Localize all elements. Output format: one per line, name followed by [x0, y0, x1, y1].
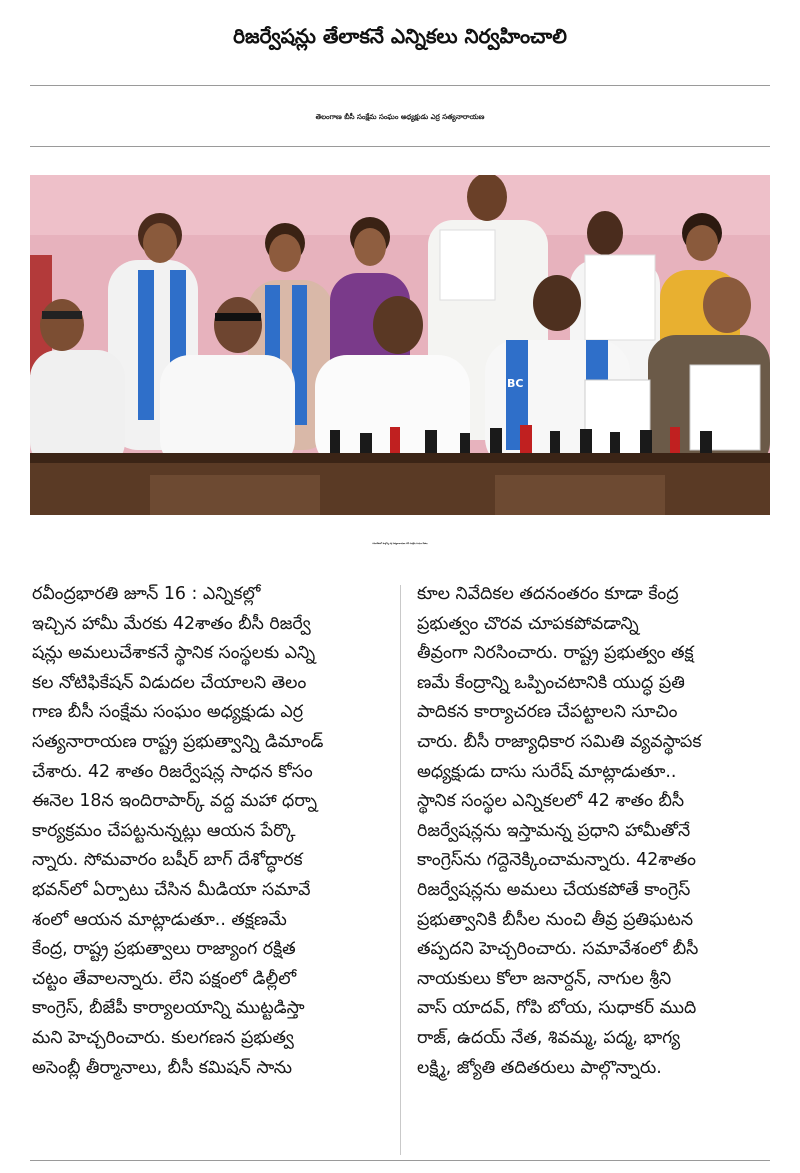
text-line: సత్యనారాయణ రాష్ట్ర ప్రభుత్వాన్ని డిమాండ్	[32, 731, 324, 752]
text-line: కార్యక్రమం చేపట్టనున్నట్లు ఆయన పేర్కొ	[32, 820, 296, 841]
text-line: న్నారు. సోమవారం బషీర్ బాగ్ దేశోద్ధారక	[32, 850, 303, 871]
photo-caption: సమావేశంలో పాల్గొన్న ఎర్ర సత్యనారాయణ, బీసీ సంక్షేమ సంఘం నేతలు	[372, 543, 428, 545]
column-divider	[400, 585, 401, 1155]
text-line: పాదికన కార్యాచరణ చేపట్టాలని సూచిం	[417, 702, 678, 723]
text-line: రాజ్, ఉదయ్ నేత, శివమ్మ, పద్మ, భాగ్య	[417, 1027, 681, 1048]
text-line: రిజర్వేషన్లను ఇస్తామన్న ప్రధాని హామీతోనే	[417, 820, 691, 841]
text-line: నాయకులు కోలా జనార్దన్, నాగుల శ్రీని	[417, 968, 672, 989]
headline: రిజర్వేషన్లు తేలాకనే ఎన్నికలు నిర్వహించాలి	[233, 24, 567, 48]
text-line: తప్పదని హెచ్చరించారు. సమావేశంలో బీసీ	[417, 939, 699, 960]
text-line: ఇచ్చిన హామీ మేరకు 42శాతం బీసీ రిజర్వే	[32, 613, 311, 634]
text-line: ణమే కేంద్రాన్ని ఒప్పించటానికి యుద్ధ ప్రతి	[417, 672, 685, 693]
subheadline-divider	[30, 146, 770, 147]
text-line: లక్ష్మి, జ్యోతి తదితరులు పాల్గొన్నారు.	[417, 1057, 662, 1078]
text-line: చేశారు. 42 శాతం రిజర్వేషన్ల సాధన కోసం	[32, 761, 313, 782]
text-line: వాస్ యాదవ్, గోపి బోయ, సుధాకర్ ముది	[417, 998, 697, 1019]
bottom-rule	[30, 1160, 770, 1161]
text-line: రవీంద్రభారతి జూన్ 16 : ఎన్నికల్లో	[32, 584, 261, 604]
article-body-right	[417, 580, 767, 1083]
text-line: రిజర్వేషన్లను అమలు చేయకపోతే కాంగ్రెస్	[417, 879, 691, 900]
headline-divider	[30, 85, 770, 86]
text-line: ప్రభుత్వం చొరవ చూపకపోవడాన్ని	[417, 613, 639, 634]
text-line: షన్లు అమలుచేశాకనే స్థానిక సంస్థలకు ఎన్ని	[32, 643, 316, 664]
text-line: తీవ్రంగా నిరసించారు. రాష్ట్ర ప్రభుత్వం తక్ష	[417, 643, 694, 664]
subheadline: తెలంగాణ బీసీ సంక్షేమ సంఘం అధ్యక్షుడు ఎర్ర సత్యనారాయణ	[315, 113, 485, 121]
text-line: చట్టం తేవాలన్నారు. లేని పక్షంలో డిల్లీలో	[32, 968, 297, 989]
text-line: కాంగ్రెస్, బీజేపీ కార్యాలయాన్ని ముట్టడిస్తా	[32, 998, 305, 1019]
text-line: ప్రభుత్వానికి బీసీల నుంచి తీవ్ర ప్రతిఘటన	[417, 909, 694, 930]
text-line: అసెంబ్లీ తీర్మానాలు, బీసీ కమిషన్ సాను	[32, 1057, 293, 1078]
text-line: కాంగ్రెస్‌ను గద్దెనెక్కించామన్నారు. 42శాతం	[417, 850, 696, 871]
text-line: భవన్‌లో ఏర్పాటు చేసిన మీడియా సమావే	[32, 879, 311, 900]
text-line: గాణ బీసీ సంక్షేమ సంఘం అధ్యక్షుడు ఎర్ర	[32, 702, 304, 723]
sash-label: BC	[507, 377, 524, 390]
text-line: కల నోటిఫికేషన్ విడుదల చేయాలని తెలం	[32, 672, 307, 693]
article-body-left	[32, 580, 382, 1083]
text-line: అధ్యక్షుడు దాసు సురేష్ మాట్లాడుతూ..	[417, 761, 677, 782]
text-line: కేంద్ర, రాష్ట్ర ప్రభుత్వాలు రాజ్యాంగ రక్షిత	[32, 939, 296, 960]
text-line: చారు. బీసీ రాజ్యాధికార సమితి వ్యవస్థాపక	[417, 731, 702, 752]
text-line: మని హెచ్చరించారు. కులగణన ప్రభుత్వ	[32, 1027, 294, 1048]
text-line: స్థానిక సంస్థల ఎన్నికలలో 42 శాతం బీసీ	[417, 791, 685, 812]
news-photo	[30, 175, 770, 515]
text-line: కూల నివేదికల తదనంతరం కూడా కేంద్ర	[417, 584, 679, 604]
text-line: ఈనెల 18న ఇందిరాపార్క్ వద్ద మహా ధర్నా	[32, 791, 317, 812]
text-line: శంలో ఆయన మాట్లాడుతూ.. తక్షణమే	[32, 909, 287, 930]
